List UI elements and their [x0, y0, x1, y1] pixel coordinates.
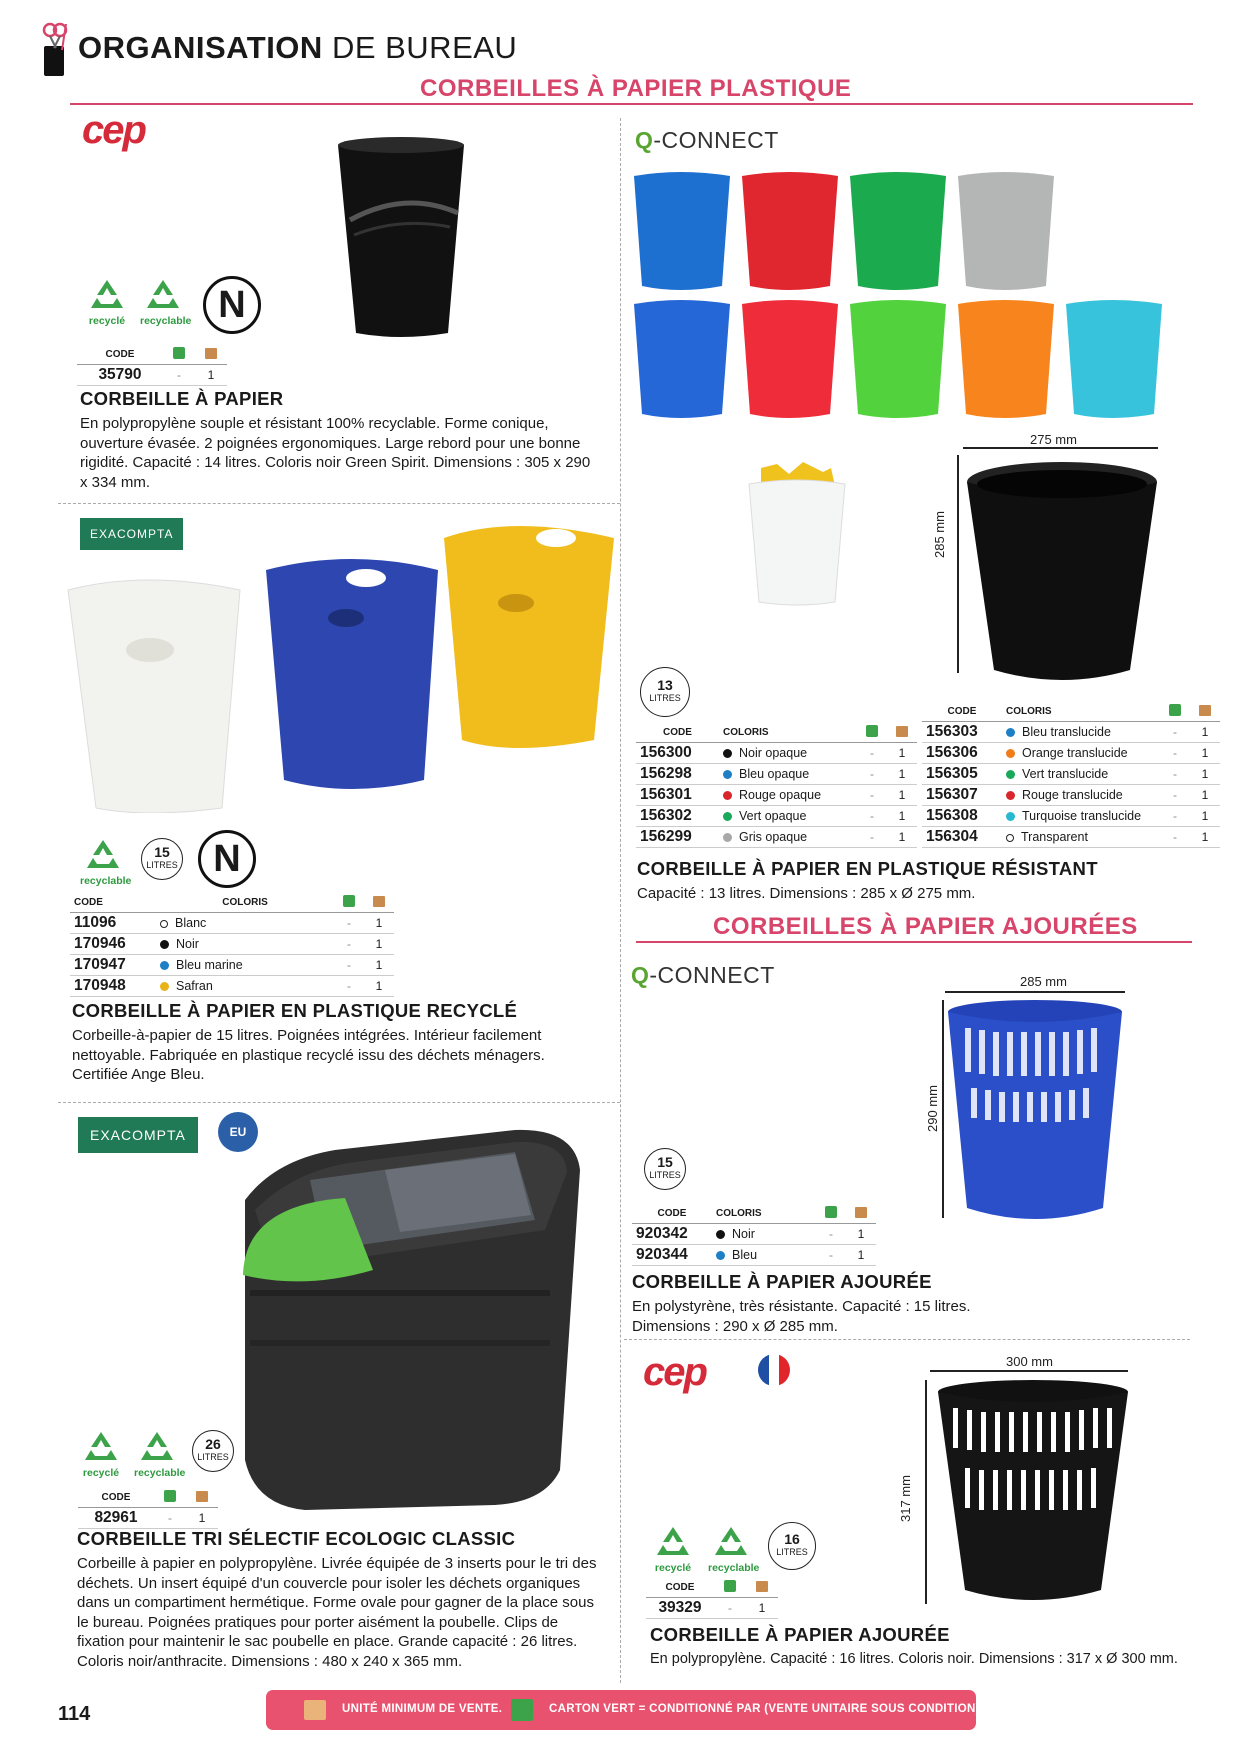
product-title-p5: CORBEILLE À PAPIER AJOURÉE: [632, 1271, 932, 1292]
product-image-black-mesh-bin: [935, 1378, 1131, 1606]
unit-box-icon: [896, 726, 908, 737]
color-dot: [160, 920, 168, 928]
unit-box-icon: [756, 1581, 768, 1592]
table-row: 156301 Rouge opaque - 1: [636, 785, 917, 806]
recycled-badge: [78, 1430, 124, 1479]
unit-box-icon: [205, 348, 217, 359]
color-dot: [1006, 791, 1015, 800]
capacity-badge: [141, 838, 183, 880]
footer-carton-text: CARTON VERT = CONDITIONNÉ PAR (VENTE UNITAIRE SOUS CONDITION).: [549, 1703, 984, 1715]
table-row: 156300 Noir opaque - 1: [636, 743, 917, 764]
code-header: CODE: [632, 1206, 712, 1224]
recyclable-badge: [708, 1525, 760, 1574]
n-certification-badge: N: [203, 276, 261, 334]
green-carton-icon: [173, 347, 185, 359]
product-desc-p2: Corbeille-à-papier de 15 litres. Poignées intégrées. Intérieur facilement nettoyable. Fabriquée en plastique recyclé issu des déchets ménagers. Certifiée Ange Bleu.: [72, 1027, 545, 1083]
coloris-header: COLORIS: [156, 895, 334, 913]
product-image-blue-mesh-bin: [945, 998, 1125, 1228]
french-flag-icon: [758, 1354, 790, 1386]
recyclable-icon: [83, 838, 123, 872]
color-dot: [1006, 834, 1014, 842]
color-dot: [723, 791, 732, 800]
table-row: 156305 Vert translucide - 1: [922, 764, 1220, 785]
table-row: 156307 Rouge translucide - 1: [922, 785, 1220, 806]
brand-logo-qconnect: Q-CONNECT: [631, 962, 775, 988]
dimension-height-label: 317 mm: [898, 1475, 913, 1522]
dimension-height-arrow: [957, 455, 959, 673]
green-carton-icon: [511, 1699, 533, 1721]
dimension-width-arrow: [945, 991, 1125, 993]
product-image-black-bin: [330, 135, 470, 340]
capacity-unit: LITRES: [197, 1452, 229, 1462]
code-table-p5: [632, 1206, 876, 1266]
color-dot: [716, 1251, 725, 1260]
dimension-width-label: 285 mm: [1020, 974, 1067, 989]
recyclable-badge: [140, 278, 192, 327]
brand-logo-cep: cep: [82, 108, 145, 152]
header-light: DE BUREAU: [331, 30, 518, 65]
column-divider: [620, 118, 621, 1683]
brand-logo-qconnect: Q-CONNECT: [635, 127, 779, 153]
unit-box-icon: [304, 1700, 326, 1720]
footer-legend: [266, 1690, 984, 1730]
coloris-header: COLORIS: [719, 725, 857, 743]
color-dot: [723, 770, 732, 779]
capacity-unit: LITRES: [649, 1170, 681, 1180]
product-desc-p1: En polypropylène souple et résistant 100% recyclable. Forme conique, ouverture évasée. 2 poignées ergonomiques. Large rebord pour une bonne rigidité. Capacité : 14 litres. Coloris noir Green Spirit. Dimensions : 305 x 290 x 334 mm.: [80, 415, 591, 491]
section-rule: [70, 103, 1193, 105]
brand-logo-exacompta: EXACOMPTA: [80, 518, 183, 550]
product-image-colored-bins: [630, 168, 1175, 428]
recyclable-label: recyclable: [80, 875, 132, 887]
capacity-value: 15: [657, 1154, 673, 1170]
table-row: 11096 Blanc - 1: [70, 913, 394, 934]
code-table-p3: [78, 1490, 218, 1529]
row-divider: [58, 1102, 620, 1103]
coloris-header: COLORIS: [1002, 704, 1160, 722]
color-dot: [1006, 749, 1015, 758]
table-row: 156303 Bleu translucide - 1: [922, 722, 1220, 743]
product-title-p1: CORBEILLE À PAPIER: [80, 388, 284, 409]
recycled-icon: [87, 278, 127, 312]
footer-unit-text: UNITÉ MINIMUM DE VENTE.: [342, 1703, 503, 1715]
green-carton-icon: [724, 1580, 736, 1592]
capacity-value: 13: [657, 677, 673, 693]
color-dot: [160, 940, 169, 949]
table-row: 170946 Noir - 1: [70, 934, 394, 955]
dimension-height-arrow: [942, 1000, 944, 1218]
code-table-p6: [646, 1580, 778, 1619]
section-title-plastique: CORBEILLES À PAPIER PLASTIQUE: [420, 75, 852, 102]
code-header: CODE: [77, 347, 163, 365]
coloris-header: COLORIS: [712, 1206, 816, 1224]
code-table-p1: [77, 347, 227, 386]
page-header-title: [78, 30, 517, 66]
product-image-transparent-bin: [745, 462, 850, 607]
section-rule: [636, 941, 1192, 943]
table-row: 170947 Bleu marine - 1: [70, 955, 394, 976]
code-table-p4-right: [922, 704, 1220, 848]
product-image-exacompta-bins: [66, 518, 616, 813]
capacity-badge: [768, 1522, 816, 1570]
recyclable-badge: [134, 1430, 186, 1479]
n-certification-badge: N: [198, 830, 256, 888]
dimension-width-label: 300 mm: [1006, 1354, 1053, 1369]
dimension-width-arrow: [930, 1370, 1128, 1372]
dimension-height-label: 285 mm: [932, 511, 947, 558]
unit-box-icon: [855, 1207, 867, 1218]
recyclable-label: recyclable: [708, 1562, 760, 1574]
code-header: CODE: [78, 1490, 154, 1508]
code-table-p2: [70, 895, 394, 997]
capacity-badge: [644, 1148, 686, 1190]
row-divider: [58, 503, 620, 504]
recycled-icon: [81, 1430, 121, 1464]
code-table-p4-left: [636, 725, 917, 848]
unit-box-icon: [1199, 705, 1211, 716]
code-header: CODE: [70, 895, 156, 913]
recycled-icon: [653, 1525, 693, 1559]
table-row: 156308 Turquoise translucide - 1: [922, 806, 1220, 827]
table-row: 156304 Transparent - 1: [922, 827, 1220, 848]
capacity-unit: LITRES: [776, 1547, 808, 1557]
dimension-height-arrow: [925, 1380, 927, 1604]
recyclable-icon: [137, 1430, 177, 1464]
capacity-badge: [192, 1430, 234, 1472]
green-carton-icon: [866, 725, 878, 737]
product-title-p3: CORBEILLE TRI SÉLECTIF ECOLOGIC CLASSIC: [77, 1528, 516, 1549]
table-row: 156306 Orange translucide - 1: [922, 743, 1220, 764]
table-row: 170948 Safran - 1: [70, 976, 394, 997]
product-desc-p4: Capacité : 13 litres. Dimensions : 285 x Ø 275 mm.: [637, 885, 976, 902]
code-header: CODE: [922, 704, 1002, 722]
product-desc-p3: Corbeille à papier en polypropylène. Livrée équipée de 3 inserts pour le tri des déchets. Un insert équipé d'un couvercle pour isoler les déchets organiques dans un compartiment hermétique. Forme ovale pour gagner de la place sous le bureau. Poignées pratiques pour porter aisément la poubelle. Clips de fixation pour maintenir le sac poubelle en place. Grande capacité : 26 litres. Coloris noir/anthracite. Dimensions : 480 x 240 x 365 mm.: [77, 1555, 597, 1670]
color-dot: [723, 812, 732, 821]
table-row: 39329 - 1: [646, 1598, 778, 1619]
brand-logo-cep: cep: [643, 1350, 706, 1394]
row-divider: [624, 1339, 1190, 1340]
recycled-badge: [84, 278, 130, 327]
brand-logo-exacompta: EXACOMPTA: [78, 1117, 198, 1153]
green-carton-icon: [825, 1206, 837, 1218]
code-header: CODE: [646, 1580, 714, 1598]
product-desc-p6: En polypropylène. Capacité : 16 litres. Coloris noir. Dimensions : 317 x Ø 300 mm.: [650, 1651, 1178, 1667]
product-image-tri-selectif: [215, 1110, 585, 1510]
color-dot: [1006, 728, 1015, 737]
color-dot: [160, 961, 169, 970]
capacity-unit: LITRES: [146, 860, 178, 870]
header-bold: ORGANISATION: [78, 30, 323, 65]
product-title-p6: CORBEILLE À PAPIER AJOURÉE: [650, 1624, 950, 1645]
color-dot: [1006, 770, 1015, 779]
product-code: 35790: [77, 365, 163, 386]
green-carton-icon: [343, 895, 355, 907]
color-dot: [716, 1230, 725, 1239]
table-row: 35790 - 1: [77, 365, 227, 386]
color-dot: [1006, 812, 1015, 821]
unit-box-icon: [373, 896, 385, 907]
capacity-value: 26: [205, 1436, 221, 1452]
capacity-value: 16: [784, 1531, 800, 1547]
table-row: 920342 Noir - 1: [632, 1224, 876, 1245]
dimension-width-label: 275 mm: [1030, 432, 1077, 447]
dimension-height-label: 290 mm: [925, 1085, 940, 1132]
product-title-p2: CORBEILLE À PAPIER EN PLASTIQUE RECYCLÉ: [72, 1000, 518, 1021]
product-image-black-bin-13l: [962, 460, 1162, 685]
table-row: 156299 Gris opaque - 1: [636, 827, 917, 848]
product-title-p4: CORBEILLE À PAPIER EN PLASTIQUE RÉSISTANT: [637, 858, 1098, 879]
section-title-ajourees: CORBEILLES À PAPIER AJOURÉES: [713, 913, 1138, 940]
green-carton-icon: [164, 1490, 176, 1502]
unit-box-icon: [196, 1491, 208, 1502]
color-dot: [723, 833, 732, 842]
dimension-width-arrow: [963, 447, 1158, 449]
capacity-badge: [640, 667, 690, 717]
green-carton-icon: [1169, 704, 1181, 716]
capacity-value: 15: [154, 844, 170, 860]
recyclable-icon: [143, 278, 183, 312]
capacity-unit: LITRES: [649, 693, 681, 703]
table-row: 156302 Vert opaque - 1: [636, 806, 917, 827]
recyclable-label: recyclable: [134, 1467, 186, 1479]
recycled-label: recyclé: [82, 1467, 120, 1479]
recycled-label: recyclé: [88, 315, 126, 327]
code-header: CODE: [636, 725, 719, 743]
color-dot: [160, 982, 169, 991]
color-dot: [723, 749, 732, 758]
table-row: 156298 Bleu opaque - 1: [636, 764, 917, 785]
recyclable-label: recyclable: [140, 315, 192, 327]
eu-ecolabel-badge: EU: [218, 1112, 258, 1152]
recyclable-icon: [711, 1525, 751, 1559]
table-row: 82961 - 1: [78, 1508, 218, 1529]
recycled-label: recyclé: [654, 1562, 692, 1574]
table-row: 920344 Bleu - 1: [632, 1245, 876, 1266]
page-number: 114: [58, 1703, 91, 1725]
recycled-badge: [650, 1525, 696, 1574]
header-logo-icon: [36, 20, 72, 82]
recyclable-badge: [80, 838, 132, 887]
product-desc-p5: En polystyrène, très résistante. Capacité : 15 litres. Dimensions : 290 x Ø 285 mm.: [632, 1298, 971, 1335]
